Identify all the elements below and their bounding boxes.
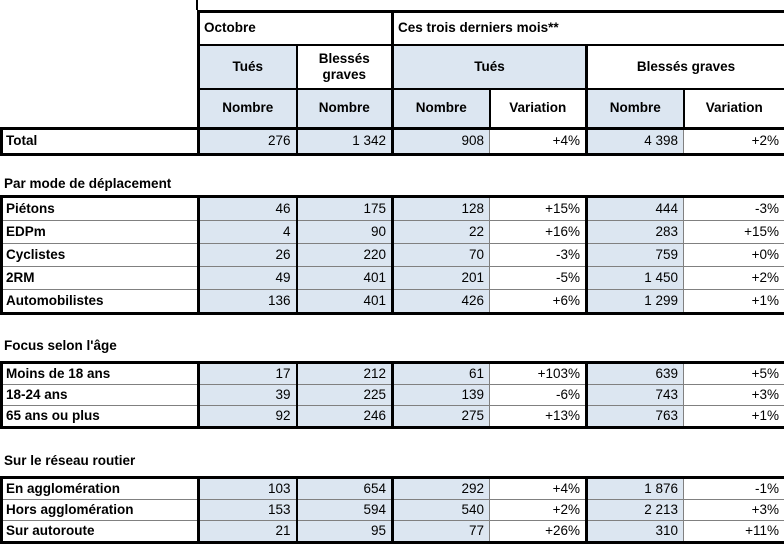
value-cell: 4 398 [587,129,684,155]
variation-cell: +1% [684,406,784,428]
value-cell: 103 [199,478,297,500]
value-cell: 759 [587,244,684,267]
value-cell: 246 [297,406,393,428]
row-label: Hors agglomération [2,500,199,521]
header-killed-cell: Tués [199,45,297,89]
value-cell: 594 [297,500,393,521]
value-cell: 1 876 [587,478,684,500]
variation-cell: +11% [684,521,784,543]
variation-cell: -1% [684,478,784,500]
variation-cell: +6% [490,290,587,314]
section-table-network [0,476,784,544]
table-row [2,500,784,521]
value-cell: 175 [297,197,393,221]
row-label: EDPm [2,221,199,244]
value-cell: 444 [587,197,684,221]
variation-cell: +4% [490,129,587,155]
row-label: En agglomération [2,478,199,500]
value-cell: 139 [393,385,490,406]
row-label: Moins de 18 ans [2,363,199,385]
value-cell: 212 [297,363,393,385]
header-variation-cell: Variation [490,89,587,129]
value-cell: 2 213 [587,500,684,521]
row-label: 18-24 ans [2,385,199,406]
value-cell: 90 [297,221,393,244]
value-cell: 283 [587,221,684,244]
value-cell: 292 [393,478,490,500]
variation-cell: +2% [490,500,587,521]
row-label: 65 ans ou plus [2,406,199,428]
value-cell: 401 [297,290,393,314]
variation-cell: +26% [490,521,587,543]
variation-cell: +2% [684,267,784,290]
header-row-categories [2,45,784,89]
table-row [2,197,784,221]
section-title: Sur le réseau routier [4,453,136,468]
value-cell: 95 [297,521,393,543]
value-cell: 310 [587,521,684,543]
table-row [2,244,784,267]
total-row [2,129,784,155]
value-cell: 276 [199,129,297,155]
value-cell: 92 [199,406,297,428]
section-title: Par mode de déplacement [4,176,172,191]
value-cell: 61 [393,363,490,385]
value-cell: 128 [393,197,490,221]
variation-cell: -5% [490,267,587,290]
variation-cell: +103% [490,363,587,385]
table-row [2,406,784,428]
variation-cell: +4% [490,478,587,500]
section-title: Focus selon l'âge [4,338,117,353]
row-label: Cyclistes [2,244,199,267]
variation-cell: +13% [490,406,587,428]
header-spacer [2,12,199,46]
value-cell: 225 [297,385,393,406]
header-row-periods [2,12,784,46]
variation-cell: -3% [684,197,784,221]
variation-cell: +1% [684,290,784,314]
header-number-cell: Nombre [297,89,393,129]
value-cell: 639 [587,363,684,385]
header-spacer [2,45,199,89]
table-row [2,363,784,385]
variation-cell: +0% [684,244,784,267]
section-table-modes [0,195,784,315]
row-label: Sur autoroute [2,521,199,543]
value-cell: 220 [297,244,393,267]
header-injured-cell: Blessés graves [297,45,393,89]
header-variation-cell: Variation [684,89,784,129]
variation-cell: +2% [684,129,784,155]
value-cell: 39 [199,385,297,406]
row-label: 2RM [2,267,199,290]
main-table [0,10,784,156]
value-cell: 743 [587,385,684,406]
value-cell: 1 450 [587,267,684,290]
value-cell: 1 299 [587,290,684,314]
value-cell: 1 342 [297,129,393,155]
variation-cell: -6% [490,385,587,406]
variation-cell: +5% [684,363,784,385]
value-cell: 540 [393,500,490,521]
section-table-age [0,361,784,429]
header-row-measures [2,89,784,129]
header-number-cell: Nombre [587,89,684,129]
value-cell: 426 [393,290,490,314]
variation-cell: +15% [490,197,587,221]
value-cell: 46 [199,197,297,221]
period-october-cell: Octobre [199,12,393,46]
value-cell: 77 [393,521,490,543]
header-injured-cell: Blessés graves [587,45,784,89]
value-cell: 763 [587,406,684,428]
value-cell: 49 [199,267,297,290]
header-number-cell: Nombre [199,89,297,129]
stray-border-mark [196,0,198,10]
variation-cell: +15% [684,221,784,244]
row-label: Total [2,129,199,155]
value-cell: 26 [199,244,297,267]
header-spacer [2,89,199,129]
row-label: Automobilistes [2,290,199,314]
value-cell: 136 [199,290,297,314]
variation-cell: -3% [490,244,587,267]
header-number-cell: Nombre [393,89,490,129]
row-label: Piétons [2,197,199,221]
table-row [2,290,784,314]
value-cell: 21 [199,521,297,543]
period-last3months-cell: Ces trois derniers mois** [393,12,784,46]
value-cell: 275 [393,406,490,428]
value-cell: 22 [393,221,490,244]
table-row [2,267,784,290]
value-cell: 201 [393,267,490,290]
value-cell: 908 [393,129,490,155]
value-cell: 654 [297,478,393,500]
variation-cell: +3% [684,385,784,406]
header-killed-cell: Tués [393,45,587,89]
value-cell: 70 [393,244,490,267]
table-row [2,221,784,244]
variation-cell: +3% [684,500,784,521]
value-cell: 17 [199,363,297,385]
value-cell: 153 [199,500,297,521]
value-cell: 401 [297,267,393,290]
value-cell: 4 [199,221,297,244]
table-row [2,385,784,406]
table-row [2,521,784,543]
variation-cell: +16% [490,221,587,244]
table-row [2,478,784,500]
